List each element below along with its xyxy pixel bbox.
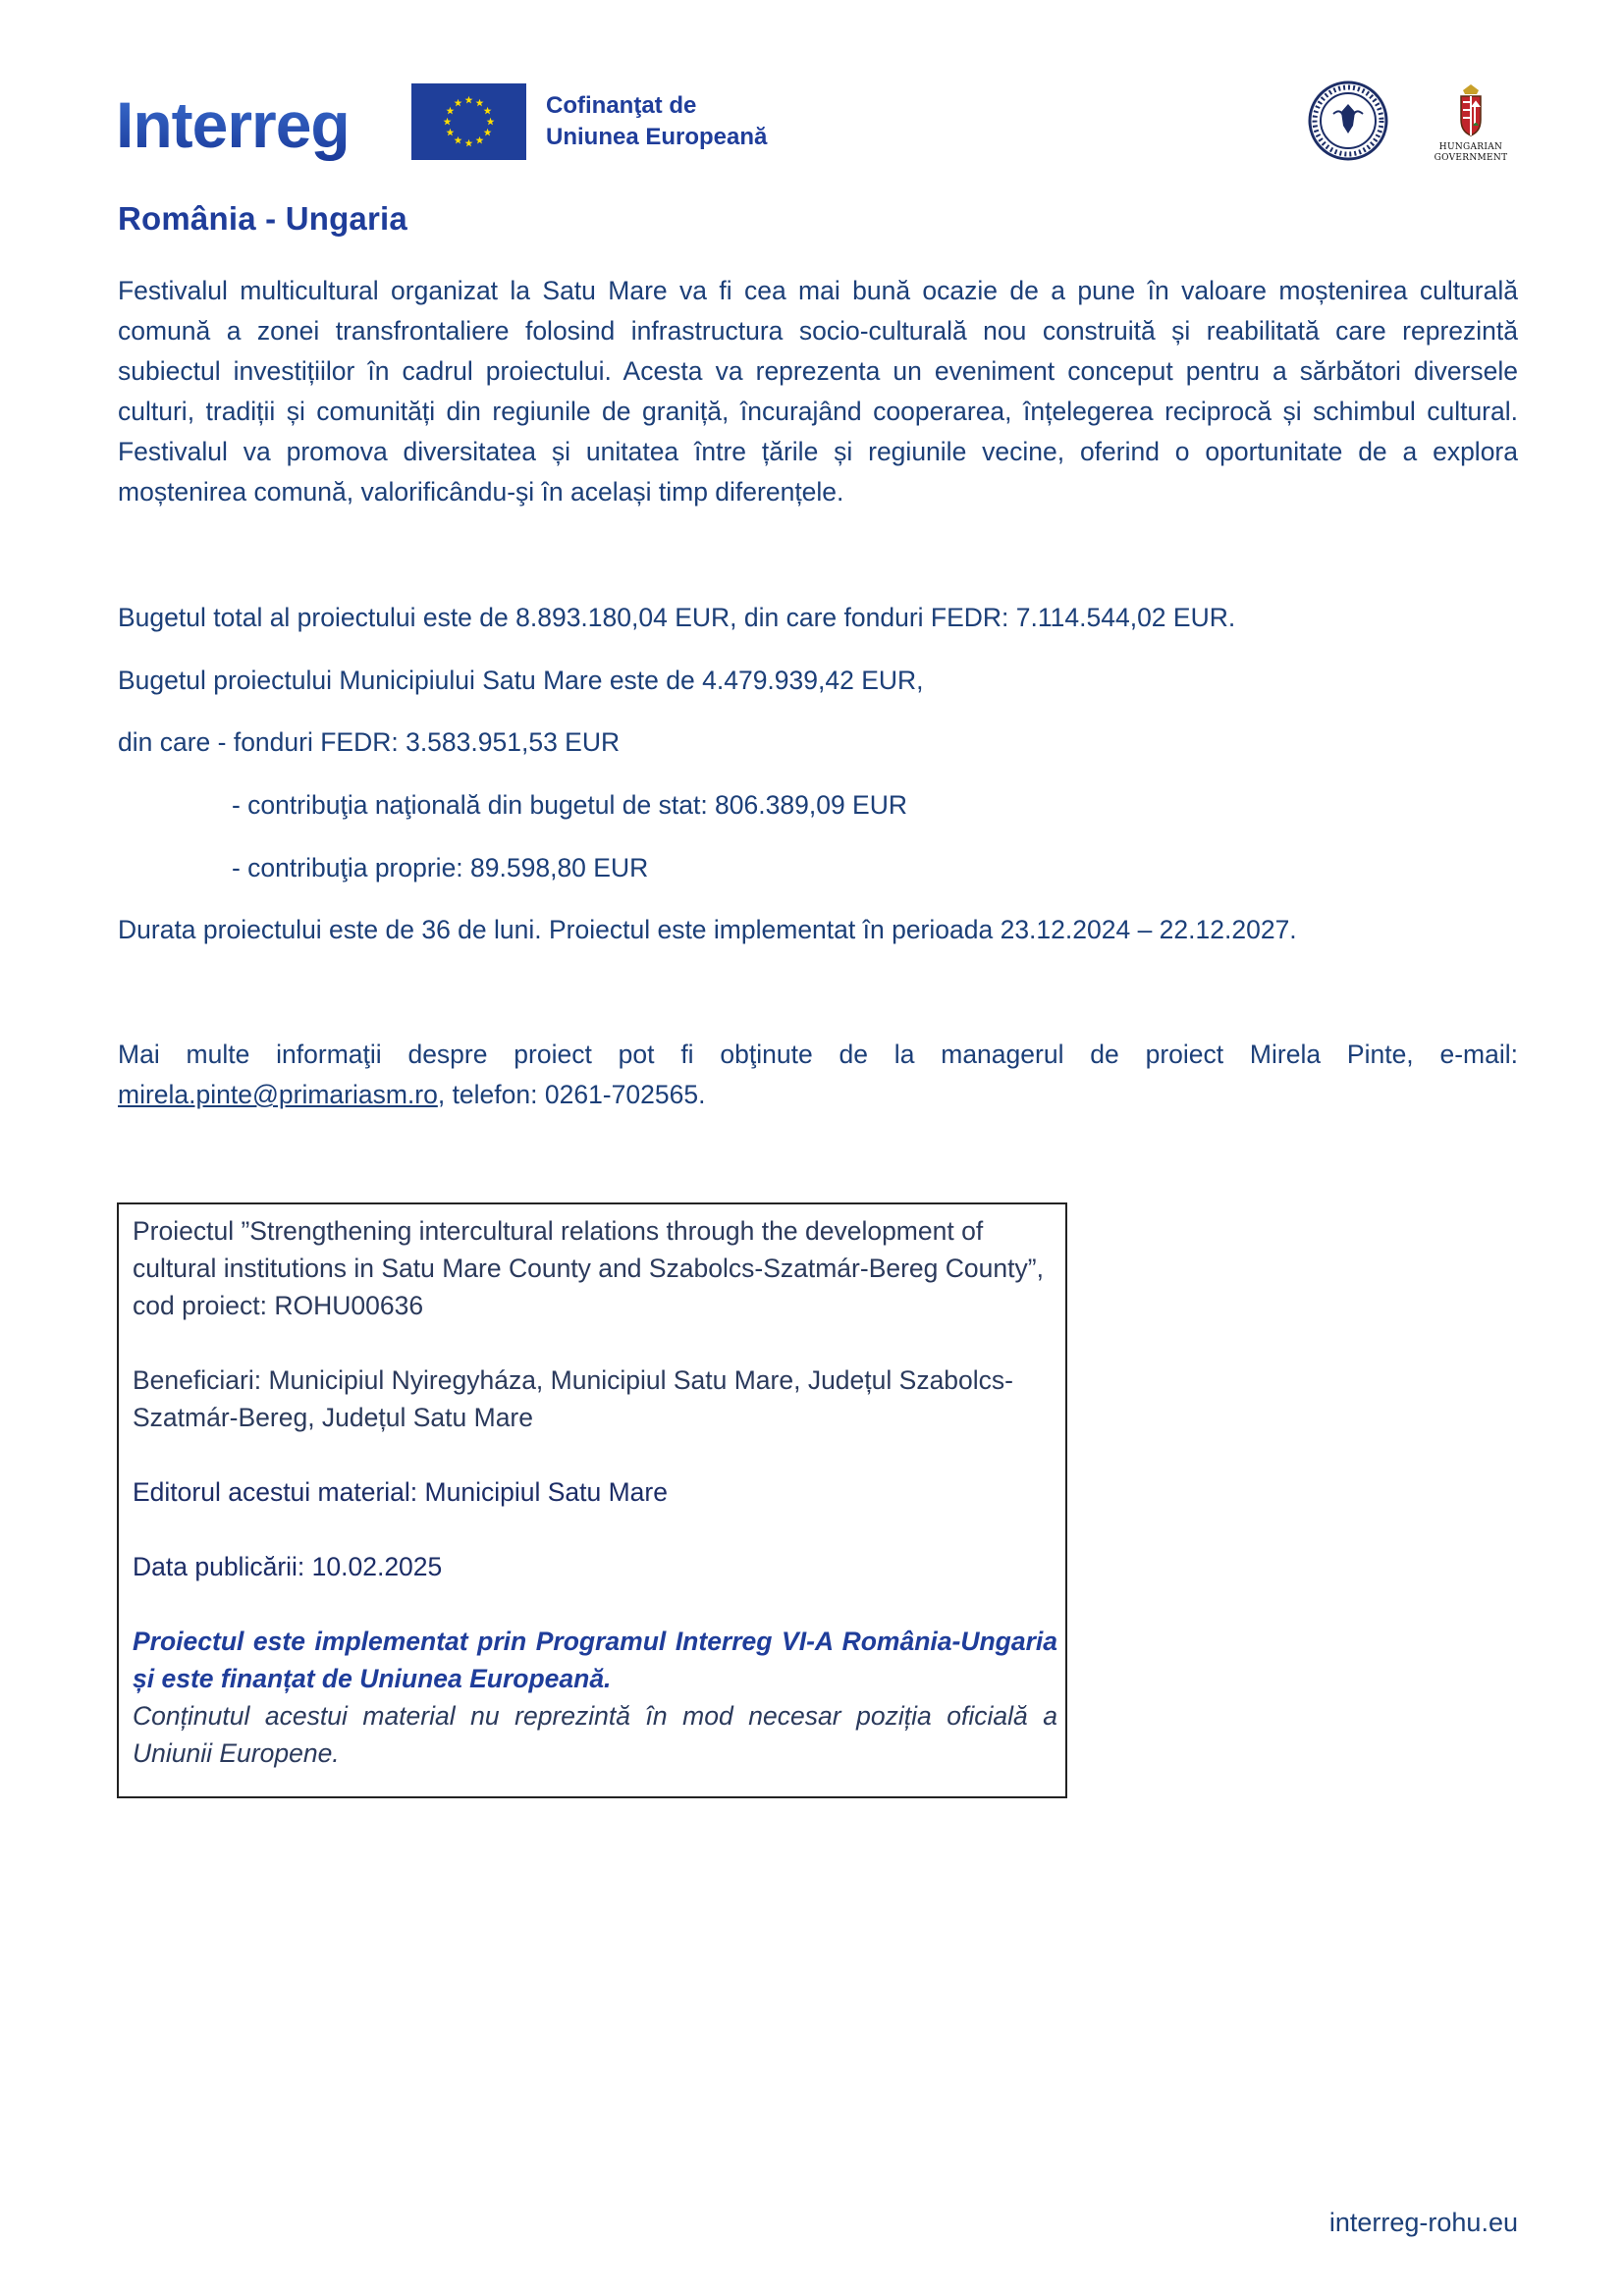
project-info-box: [117, 1202, 1067, 1798]
budget-fedr: din care - fonduri FEDR: 3.583.951,53 EUR: [118, 727, 621, 757]
project-duration: Durata proiectului este de 36 de luni. Proiectul este implementat în perioada 23.12.2024 – 22.12.2027.: [118, 915, 1297, 944]
box-beneficiaries: Beneficiari: Municipiul Nyiregyháza, Municipiul Satu Mare, Județul Szabolcs-Szatmár-Bereg, Județul Satu Mare: [133, 1365, 1013, 1432]
interreg-logo: [116, 90, 381, 165]
contact-text: Mai multe informaţii despre proiect pot fi obţinute de la managerul de proiect Mirela Pinte, e-mail:: [118, 1040, 1518, 1069]
eu-flag-icon: [411, 83, 526, 160]
page-title: România - Ungaria: [118, 200, 407, 237]
hungarian-coat-of-arms-icon: [1434, 80, 1508, 137]
box-program-statement: Proiectul este implementat prin Programul Interreg VI-A România-Ungaria și este finanțat de Uniunea Europeană.: [133, 1627, 1057, 1693]
cofinantat-line2: Uniunea Europeană: [546, 124, 768, 150]
contact-paragraph: [118, 1035, 1518, 1115]
romanian-government-seal-icon: [1308, 80, 1388, 161]
interreg-logo-text: Interreg: [116, 90, 350, 161]
gov-hu-line2: GOVERNMENT: [1434, 153, 1508, 163]
cofinantat-label: [546, 90, 840, 153]
box-disclaimer: Conținutul acestui material nu reprezintă în mod necesar poziția oficială a Uniunii Europene.: [133, 1701, 1057, 1768]
contact-phone: , telefon: 0261-702565.: [437, 1080, 706, 1109]
contact-email-link[interactable]: mirela.pinte@primariasm.ro: [118, 1080, 438, 1109]
box-project-title: Proiectul ”Strengthening intercultural relations through the development of cultural institutions in Satu Mare County and Szabolcs-Szatmár-Bereg County”, cod proiect: ROHU00636: [133, 1216, 1044, 1320]
budget-national: - contribuţia naţională din bugetul de stat: 806.389,09 EUR: [232, 790, 907, 820]
budget-total: Bugetul total al proiectului este de 8.893.180,04 EUR, din care fonduri FEDR: 7.114.544,02 EUR.: [118, 603, 1236, 632]
gov-hu-line1: HUNGARIAN: [1438, 142, 1503, 152]
box-publication-date: Data publicării: 10.02.2025: [133, 1552, 443, 1581]
box-editor: Editorul acestui material: Municipiul Satu Mare: [133, 1477, 668, 1507]
hungarian-government-logo: [1434, 80, 1508, 161]
intro-paragraph: Festivalul multicultural organizat la Satu Mare va fi cea mai bună ocazie de a pune în valoare moștenirea culturală comună a zonei transfrontaliere folosind infrastructura socio-culturală nou construită și reabilitată care reprezintă subiectul investițiilor în cadrul proiectului. Acesta va reprezenta un eveniment conceput pentru a sărbători diversele culturi, tradiții și comunități din regiunile de graniță, încurajând cooperarea, înțelegerea reciprocă și schimbul cultural. Festivalul va promova diversitatea și unitatea între țările și regiunile vecine, oferind o oportunitate de a explora moștenirea comună, valorificându-şi în același timp diferențele.: [118, 276, 1518, 507]
footer-website-link[interactable]: interreg-rohu.eu: [1328, 2208, 1518, 2237]
cofinantat-line1: Cofinanţat de: [546, 92, 697, 119]
budget-municipal: Bugetul proiectului Municipiului Satu Mare este de 4.479.939,42 EUR,: [118, 666, 924, 695]
budget-own: - contribuţia proprie: 89.598,80 EUR: [232, 853, 649, 882]
